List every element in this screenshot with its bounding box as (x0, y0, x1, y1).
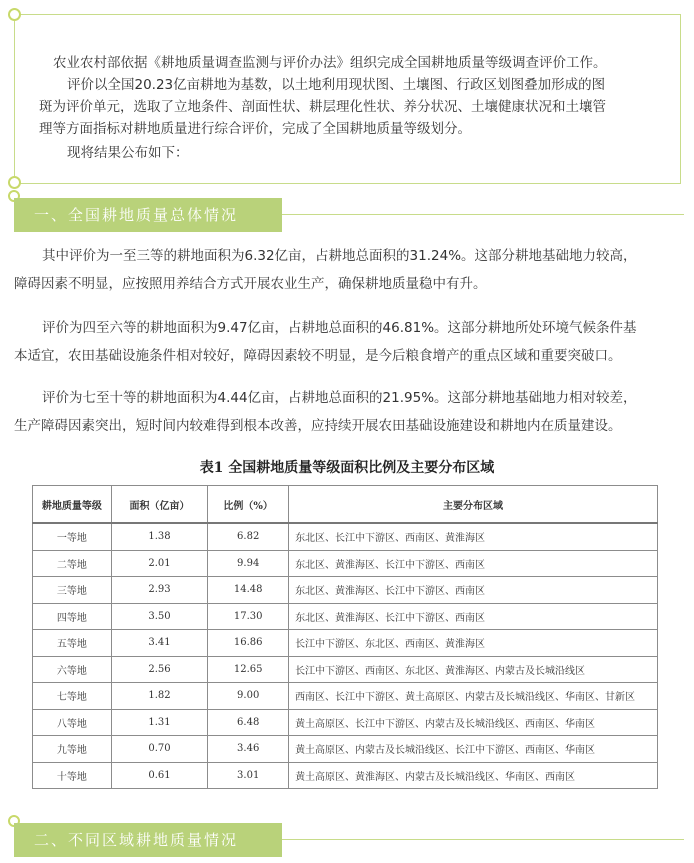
cell-area: 1.31 (111, 709, 208, 736)
cell-grade: 十等地 (33, 762, 112, 789)
intro-line: 斑为评价单元，选取了立地条件、剖面性状、耕层理化性状、养分状况、土壤健康状况和土壤管 (39, 99, 606, 115)
paragraph-line: 评价为四至六等的耕地面积为9.47亿亩，占耕地总面积的46.81%。这部分耕地所处环境气候条件基 (42, 320, 637, 336)
cell-ratio: 9.00 (208, 683, 289, 710)
cell-area: 0.61 (111, 762, 208, 789)
section-title: 二、不同区域耕地质量情况 (34, 831, 239, 849)
cell-region: 黄土高原区、黄淮海区、内蒙古及长城沿线区、华南区、西南区 (289, 762, 658, 789)
section-header-2 (14, 823, 282, 857)
table-row (33, 550, 658, 577)
paragraph-line: 生产障碍因素突出，短时间内较难得到根本改善，应持续开展农田基础设施建设和耕地内在质量建设。 (14, 418, 622, 434)
intro-line: 农业农村部依据《耕地质量调查监测与评价办法》组织完成全国耕地质量等级调查评价工作。 (53, 55, 607, 71)
paragraph-line: 障碍因素不明显，应按照用养结合方式开展农业生产，确保耕地质量稳中有升。 (14, 276, 487, 292)
cell-area: 2.01 (111, 550, 208, 577)
cell-ratio: 3.01 (208, 762, 289, 789)
cell-region: 东北区、黄淮海区、长江中下游区、西南区 (289, 550, 658, 577)
cell-region: 长江中下游区、西南区、东北区、黄淮海区、内蒙古及长城沿线区 (289, 656, 658, 683)
cell-ratio: 16.86 (208, 630, 289, 657)
grade-table (32, 485, 658, 789)
intro-box (14, 14, 681, 184)
table-row (33, 577, 658, 604)
cell-area: 0.70 (111, 736, 208, 763)
cell-ratio: 3.46 (208, 736, 289, 763)
cell-region: 黄土高原区、长江中下游区、内蒙古及长城沿线区、西南区、华南区 (289, 709, 658, 736)
header-region: 主要分布区域 (289, 486, 658, 524)
paragraph-1 (14, 242, 684, 298)
cell-grade: 九等地 (33, 736, 112, 763)
section-divider (282, 839, 684, 840)
section-title: 一、全国耕地质量总体情况 (34, 206, 239, 224)
table-caption: 表1 全国耕地质量等级面积比例及主要分布区域 (199, 460, 495, 476)
cell-grade: 二等地 (33, 550, 112, 577)
cell-area: 2.93 (111, 577, 208, 604)
cell-region: 黄土高原区、内蒙古及长城沿线区、长江中下游区、西南区、华南区 (289, 736, 658, 763)
cell-grade: 四等地 (33, 603, 112, 630)
intro-line: 现将结果公布如下： (67, 145, 189, 161)
cell-grade: 八等地 (33, 709, 112, 736)
table-row (33, 656, 658, 683)
intro-line: 评价以全国20.23亿亩耕地为基数，以土地利用现状图、土壤图、行政区划图叠加形成的图 (67, 77, 606, 93)
cell-region: 东北区、长江中下游区、西南区、黄淮海区 (289, 523, 658, 550)
cell-region: 长江中下游区、东北区、西南区、黄淮海区 (289, 630, 658, 657)
table-row (33, 630, 658, 657)
paragraph-line: 其中评价为一至三等的耕地面积为6.32亿亩，占耕地总面积的31.24%。这部分耕地基础地力较高， (42, 248, 637, 264)
intro-line: 理等方面指标对耕地质量进行综合评价，完成了全国耕地质量等级划分。 (39, 121, 471, 137)
paragraph-line: 本适宜，农田基础设施条件相对较好，障碍因素较不明显，是今后粮食增产的重点区域和重要突破口。 (14, 348, 622, 364)
header-ratio: 比例（%） (208, 486, 289, 524)
cell-region: 东北区、黄淮海区、长江中下游区、西南区 (289, 577, 658, 604)
cell-ratio: 14.48 (208, 577, 289, 604)
table-row (33, 709, 658, 736)
table-row (33, 736, 658, 763)
section-divider (282, 214, 684, 215)
corner-ring-icon (8, 8, 21, 21)
cell-grade: 六等地 (33, 656, 112, 683)
section-header-1 (14, 198, 282, 232)
table-header-row (33, 486, 658, 524)
cell-region: 东北区、黄淮海区、长江中下游区、西南区 (289, 603, 658, 630)
cell-ratio: 17.30 (208, 603, 289, 630)
header-area: 面积（亿亩） (111, 486, 208, 524)
cell-area: 3.50 (111, 603, 208, 630)
table-row (33, 603, 658, 630)
corner-ring-icon (8, 176, 21, 189)
cell-grade: 七等地 (33, 683, 112, 710)
cell-grade: 三等地 (33, 577, 112, 604)
cell-area: 1.82 (111, 683, 208, 710)
cell-ratio: 6.82 (208, 523, 289, 550)
cell-grade: 五等地 (33, 630, 112, 657)
paragraph-line: 评价为七至十等的耕地面积为4.44亿亩，占耕地总面积的21.95%。这部分耕地基础地力相对较差， (42, 390, 637, 406)
header-grade: 耕地质量等级 (33, 486, 112, 524)
cell-ratio: 9.94 (208, 550, 289, 577)
paragraph-2 (14, 314, 684, 370)
cell-grade: 一等地 (33, 523, 112, 550)
cell-area: 2.56 (111, 656, 208, 683)
cell-ratio: 6.48 (208, 709, 289, 736)
paragraph-3 (14, 384, 684, 440)
table-row (33, 683, 658, 710)
table-row (33, 523, 658, 550)
table-row (33, 762, 658, 789)
cell-ratio: 12.65 (208, 656, 289, 683)
cell-area: 1.38 (111, 523, 208, 550)
cell-region: 西南区、长江中下游区、黄土高原区、内蒙古及长城沿线区、华南区、甘新区 (289, 683, 658, 710)
cell-area: 3.41 (111, 630, 208, 657)
